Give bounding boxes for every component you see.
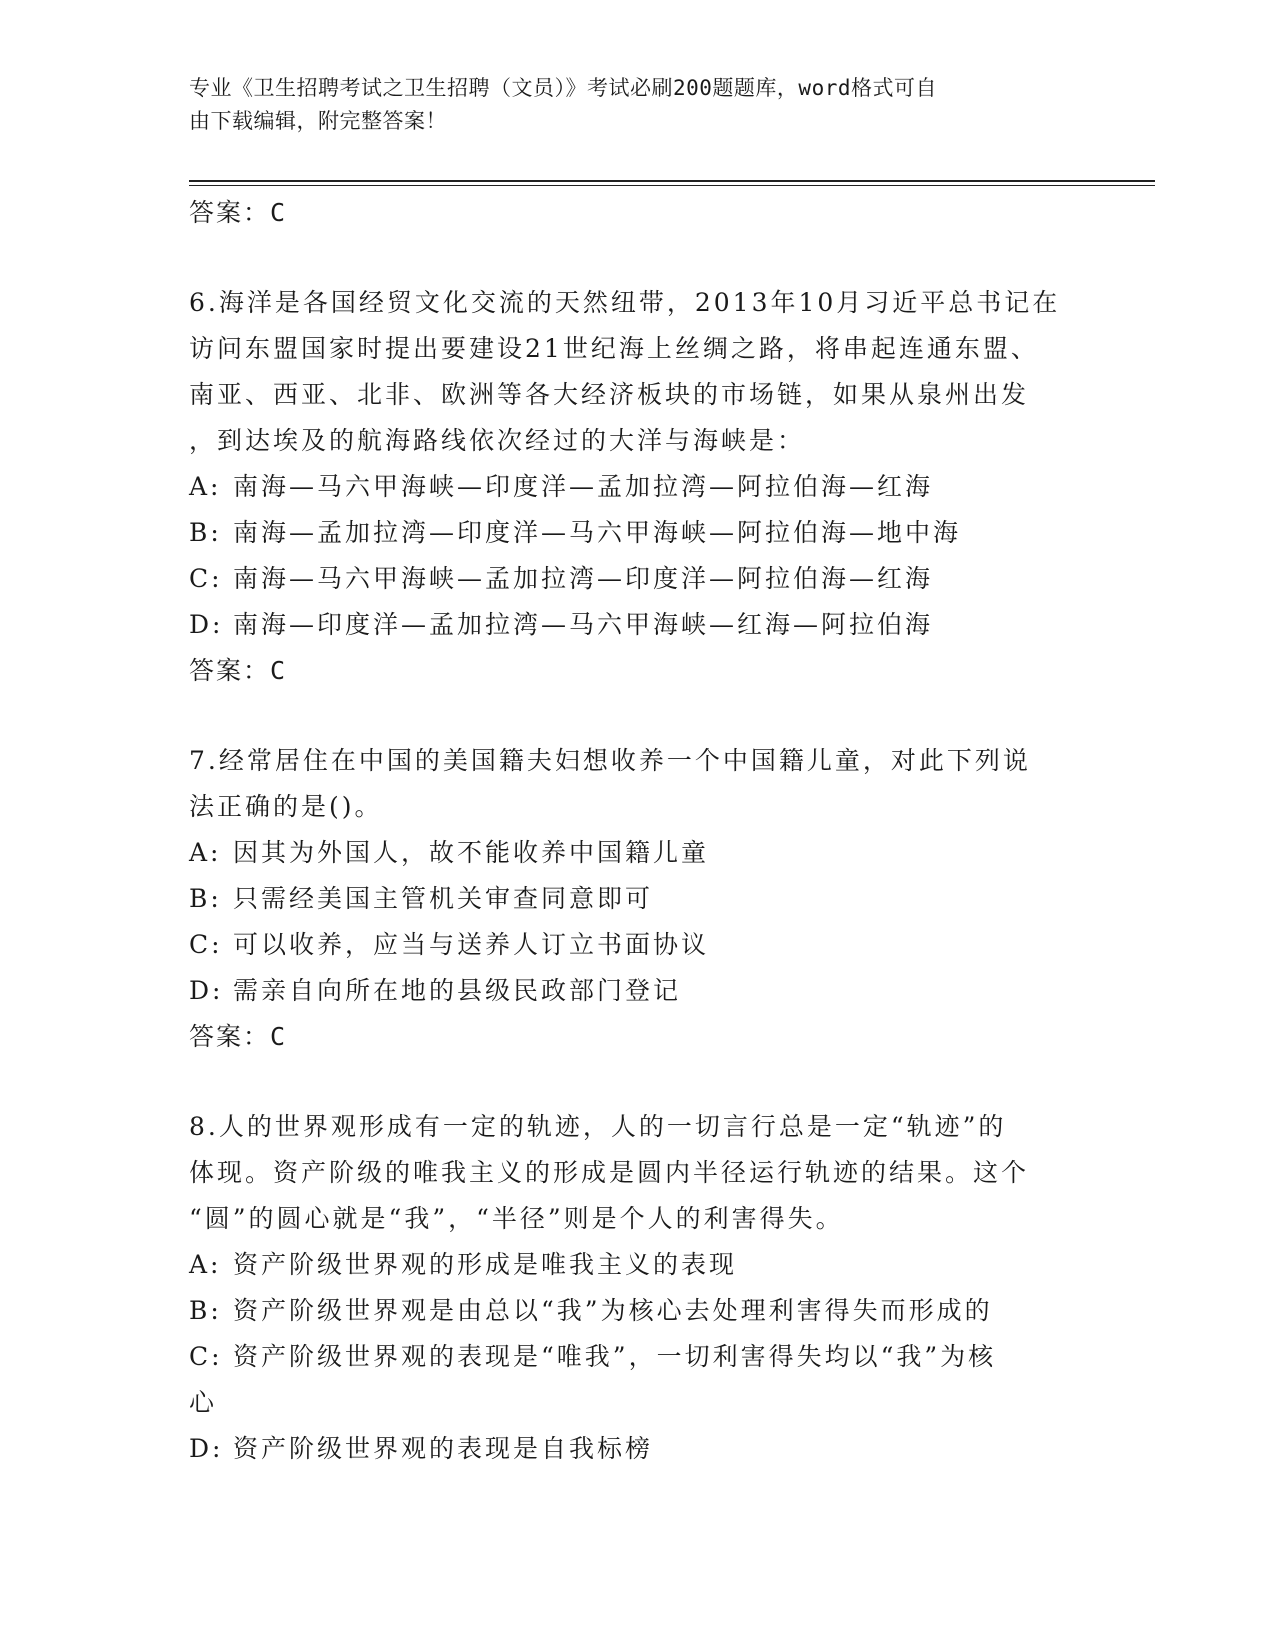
- option-d: [189, 1426, 1089, 1472]
- option-letter: C:: [189, 564, 223, 593]
- option-letter: A:: [189, 472, 222, 501]
- question-7: [189, 738, 1089, 1060]
- option-c-continuation: [189, 1380, 1089, 1426]
- page-content: [189, 190, 1089, 1472]
- option-text: 心: [189, 1388, 218, 1417]
- question-line: ，到达埃及的航海路线依次经过的大洋与海峡是：: [189, 426, 806, 455]
- question-line: 体现。资产阶级的唯我主义的形成是圆内半径运行轨迹的结果。这个: [189, 1158, 1030, 1187]
- option-letter: A:: [189, 838, 222, 867]
- question-line: 6.海洋是各国经贸文化交流的天然纽带，2013年10月习近平总书记在: [189, 288, 1061, 317]
- question-line: 访问东盟国家时提出要建设21世纪海上丝绸之路，将串起连通东盟、: [189, 334, 1039, 363]
- header-line-1: 专业《卫生招聘考试之卫生招聘（文员）》考试必刷200题题库，word格式可自: [189, 76, 937, 100]
- option-text: 资产阶级世界观的表现是自我标榜: [233, 1434, 654, 1463]
- option-letter: D:: [189, 1434, 224, 1463]
- option-d: [189, 968, 1089, 1014]
- option-letter: B:: [189, 518, 222, 547]
- header-rule-thin: [189, 185, 1155, 186]
- option-letter: A:: [189, 1250, 222, 1279]
- option-text: 南海—马六甲海峡—孟加拉湾—印度洋—阿拉伯海—红海: [233, 564, 934, 593]
- option-b: [189, 1288, 1089, 1334]
- option-letter: B:: [189, 884, 222, 913]
- question-line: 7.经常居住在中国的美国籍夫妇想收养一个中国籍儿童，对此下列说: [189, 746, 1031, 775]
- option-a: [189, 830, 1089, 876]
- option-text: 资产阶级世界观是由总以“我”为核心去处理利害得失而形成的: [233, 1296, 993, 1325]
- option-letter: C:: [189, 930, 223, 959]
- option-b: [189, 510, 1089, 556]
- option-letter: D:: [189, 976, 224, 1005]
- answer-6: 答案：C: [189, 656, 288, 685]
- question-6: [189, 280, 1089, 694]
- answer-7: 答案：C: [189, 1022, 288, 1051]
- option-letter: B:: [189, 1296, 222, 1325]
- answer-previous: 答案：C: [189, 198, 288, 227]
- option-letter: D:: [189, 610, 224, 639]
- option-text: 资产阶级世界观的表现是“唯我”，一切利害得失均以“我”为核: [233, 1342, 997, 1371]
- option-text: 南海—孟加拉湾—印度洋—马六甲海峡—阿拉伯海—地中海: [233, 518, 962, 547]
- option-text: 只需经美国主管机关审查同意即可: [233, 884, 654, 913]
- header-line-2: 由下载编辑，附完整答案！: [189, 109, 447, 133]
- question-8: [189, 1104, 1089, 1472]
- question-line: 法正确的是()。: [189, 792, 383, 821]
- header-rule-thick: [189, 180, 1155, 182]
- option-text: 因其为外国人，故不能收养中国籍儿童: [233, 838, 710, 867]
- option-text: 南海—马六甲海峡—印度洋—孟加拉湾—阿拉伯海—红海: [233, 472, 934, 501]
- option-b: [189, 876, 1089, 922]
- page-header: [189, 72, 1089, 138]
- option-a: [189, 1242, 1089, 1288]
- question-line: 8.人的世界观形成有一定的轨迹，人的一切言行总是一定“轨迹”的: [189, 1112, 1007, 1141]
- option-c: [189, 1334, 1089, 1380]
- option-c: [189, 922, 1089, 968]
- option-a: [189, 464, 1089, 510]
- option-text: 资产阶级世界观的形成是唯我主义的表现: [233, 1250, 738, 1279]
- option-d: [189, 602, 1089, 648]
- option-text: 南海—印度洋—孟加拉湾—马六甲海峡—红海—阿拉伯海: [233, 610, 934, 639]
- question-line: “圆”的圆心就是“我”，“半径”则是个人的利害得失。: [189, 1204, 844, 1233]
- option-c: [189, 556, 1089, 602]
- option-text: 可以收养，应当与送养人订立书面协议: [233, 930, 710, 959]
- option-text: 需亲自向所在地的县级民政部门登记: [233, 976, 682, 1005]
- question-line: 南亚、西亚、北非、欧洲等各大经济板块的市场链，如果从泉州出发: [189, 380, 1030, 409]
- option-letter: C:: [189, 1342, 223, 1371]
